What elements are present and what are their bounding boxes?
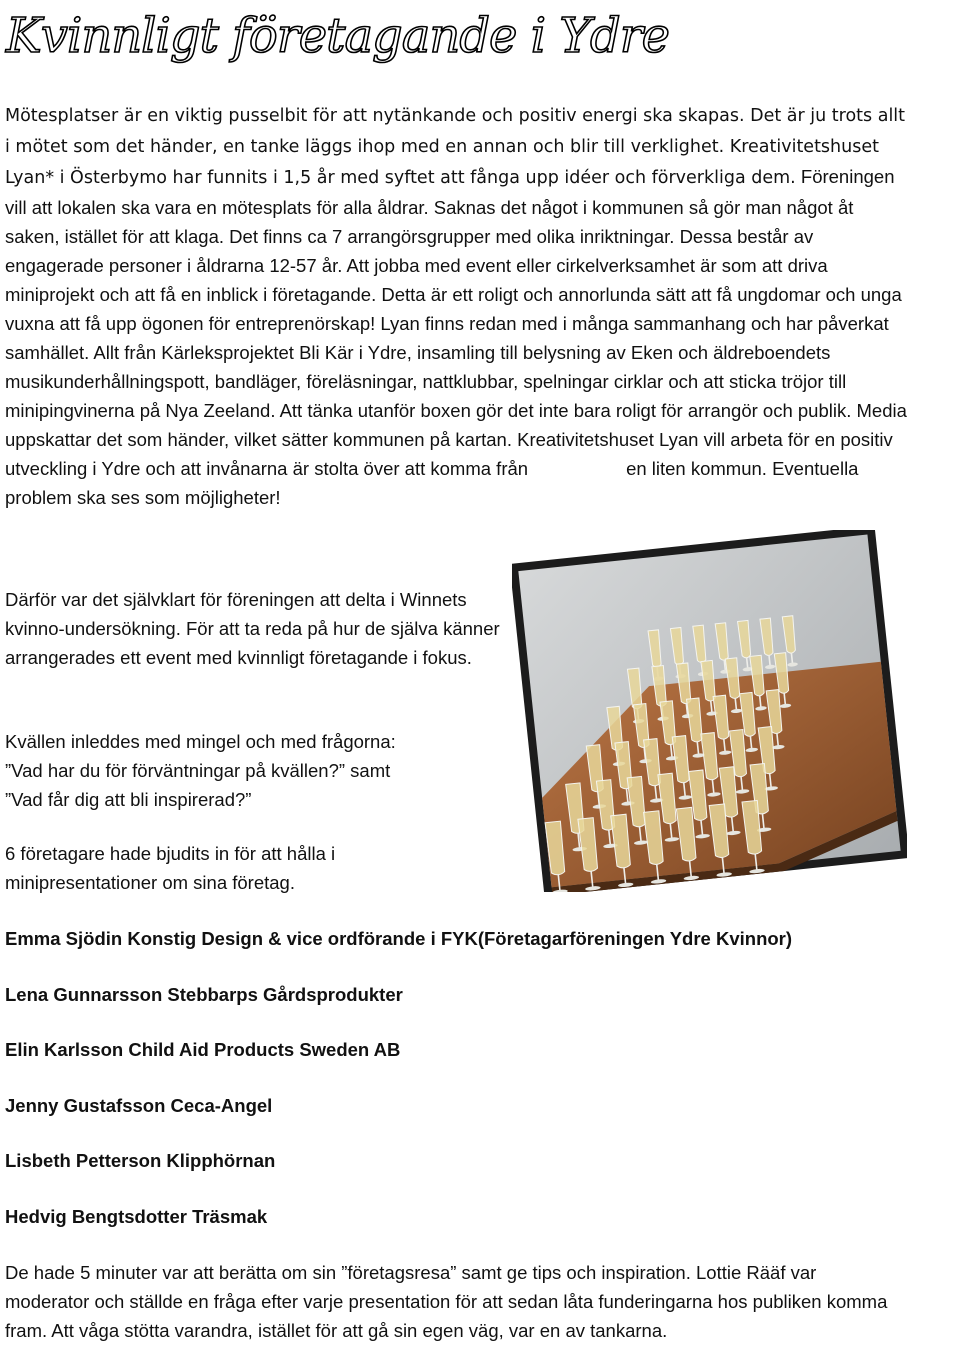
question-2: ”Vad får dig att bli inspirerad?”	[5, 789, 252, 810]
survey-paragraph: Därför var det självklart för föreningen att delta i Winnets kvinno-undersökning. För att ta reda på hur de själva känner arrangerades ett event med kvinnligt företagande i fokus.	[5, 589, 500, 668]
presenter-4: Jenny Gustafsson Ceca-Angel	[5, 1095, 273, 1116]
outro-paragraph: De hade 5 minuter var att berätta om sin ”företagsresa” samt ge tips och inspiration. Lottie Rääf var moderator och ställde en fråga efter varje presentation för att sedan låta funderingarna hos publiken komma fram. Att våga stötta varandra, istället för att gå sin egen väg, var en av tankarna.	[5, 1262, 888, 1341]
presenter-5: Lisbeth Petterson Klipphörnan	[5, 1150, 276, 1171]
intro-sentence-1: Mötesplatser är en viktig pusselbit för att nytänkande och positiv energi ska skapas. Det är ju trots allt i mötet som det händer, en tanke läggs ihop med en annan och blir till verklighet. Kreativitetshuset Lyan* i Österbymo har funnits i 1,5 år med syftet att fånga upp idéer och förverkliga dem.	[5, 106, 906, 188]
intro-sentence-2: Föreningen vill att lokalen ska vara en mötesplats för alla åldrar. Saknas det något i kommunen så gör man något åt saken, istället för att klaga. Det finns ca 7 arrangörsgrupper med olika inriktningar. Dessa består av engagerade personer i åldrarna 12-57 år. Att jobba med event eller cirkelverksamhet är som att driva miniprojekt och att få en inblick i företagande. Detta är ett roligt och annorlunda sätt att få ungdomar och unga vuxna att få upp ögonen för entreprenörskap! Lyan finns redan med i många sammanhang och har påverkat samhället. Allt från Kärleksprojektet Bli Kär i Ydre, insamling till belysning av Eken och äldreboendets musikunderhållningspott, bandläger, föreläsningar, nattklubbar, spelningar cirklar och att sticka tröjor till minipingvinerna på Nya Zeeland. Att tänka utanför boxen gör det inte bara roligt för arrangör och publik. Media uppskattar det som händer, vilket sätter kommunen på kartan. Kreativitetshuset Lyan vill arbeta för en positiv utveckling i Ydre och att invånarna är stolta över att komma från	[5, 166, 907, 479]
champagne-glasses-photo	[512, 530, 907, 892]
presenter-6: Hedvig Bengtsdotter Träsmak	[5, 1206, 268, 1227]
questions-intro: Kvällen inleddes med mingel och med frågorna:	[5, 731, 396, 752]
intro-paragraph	[5, 100, 910, 512]
invited-paragraph: 6 företagare hade bjudits in för att hålla i minipresentationer om sina företag.	[5, 843, 336, 893]
champagne-glasses-illustration	[512, 530, 907, 892]
intro-sentence-3: en liten kommun. Eventuella problem ska ses som möjligheter!	[5, 458, 859, 508]
presenter-3: Elin Karlsson Child Aid Products Sweden AB	[5, 1039, 401, 1060]
questions-block	[5, 727, 505, 814]
presenter-2: Lena Gunnarsson Stebbarps Gårdsprodukter	[5, 984, 403, 1005]
presenter-1: Emma Sjödin Konstig Design & vice ordförande i FYK(Företagarföreningen Ydre Kvinnor)	[5, 928, 793, 949]
question-1: ”Vad har du för förväntningar på kvällen?” samt	[5, 760, 391, 781]
page-title: Kvinnligt företagande i Ydre	[6, 8, 670, 64]
